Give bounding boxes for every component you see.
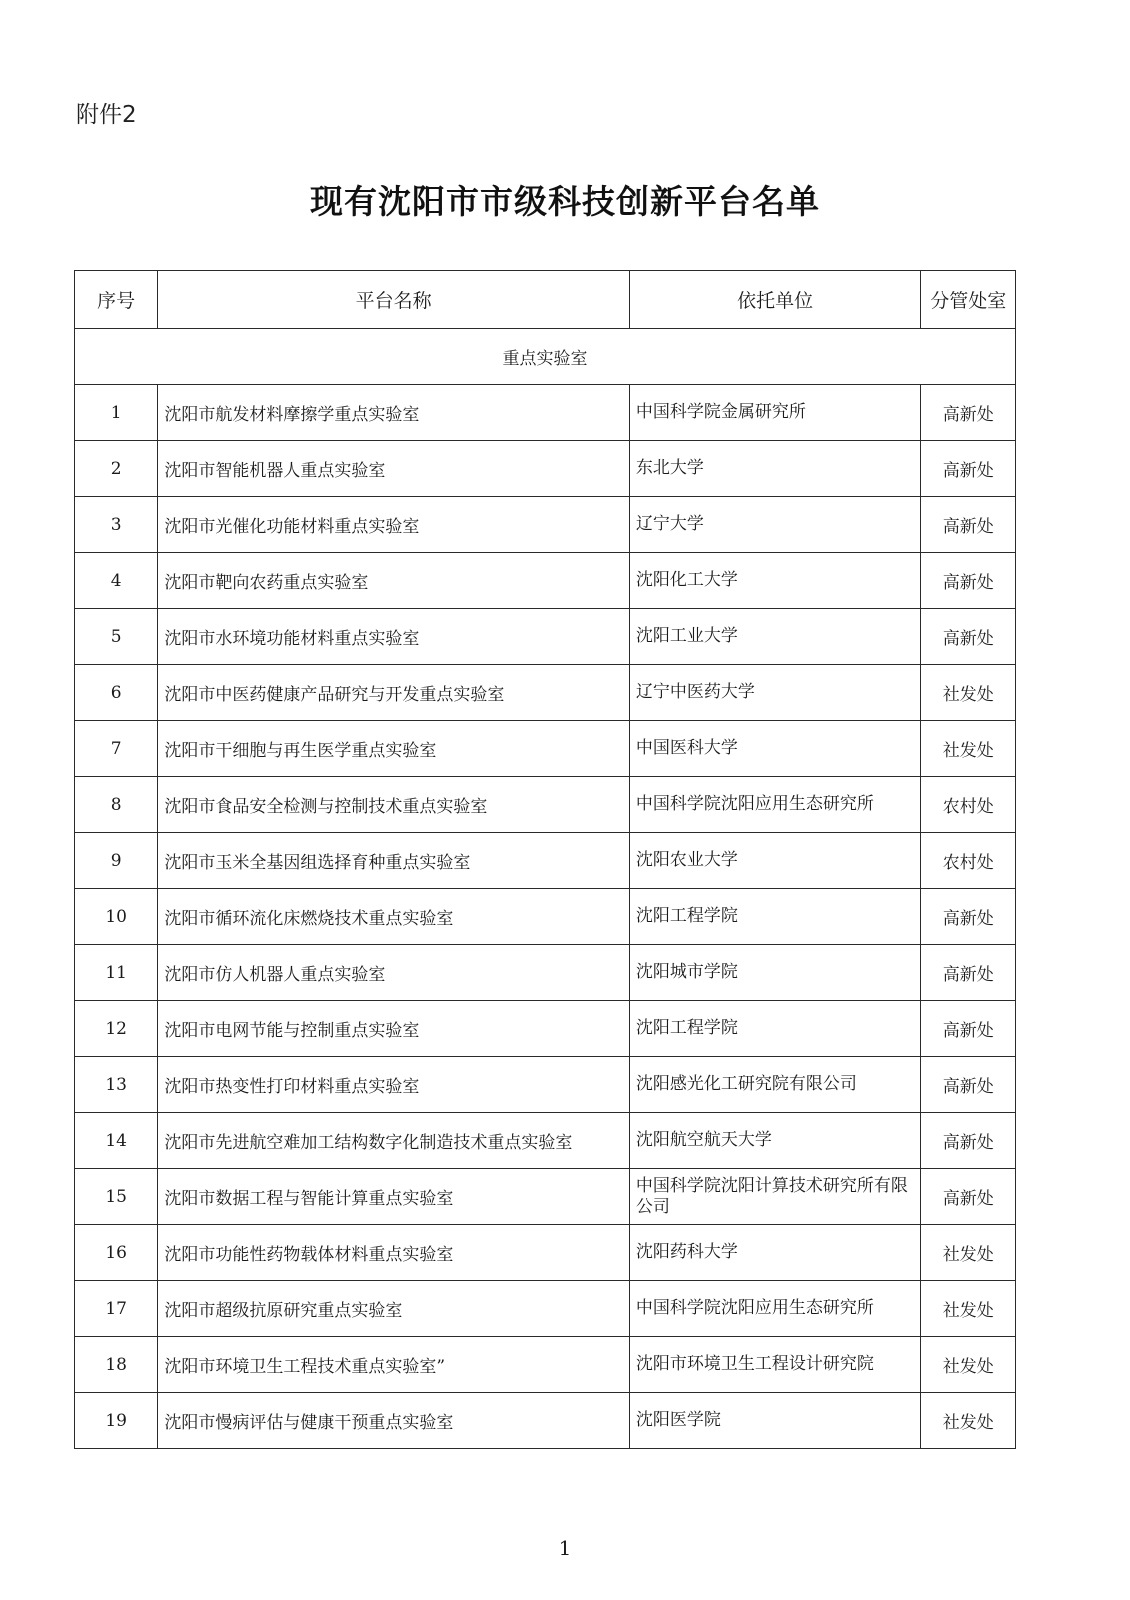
table-row (75, 889, 1016, 945)
row-number: 17 (75, 1281, 158, 1337)
row-number: 18 (75, 1337, 158, 1393)
table-row (75, 665, 1016, 721)
department: 高新处 (921, 1057, 1016, 1113)
row-number: 16 (75, 1225, 158, 1281)
platform-name: 沈阳市干细胞与再生医学重点实验室 (158, 721, 630, 777)
department: 高新处 (921, 553, 1016, 609)
table-body (75, 329, 1016, 1449)
table-row (75, 1169, 1016, 1225)
supporting-unit: 沈阳化工大学 (629, 553, 921, 609)
row-number: 15 (75, 1169, 158, 1225)
platform-name: 沈阳市食品安全检测与控制技术重点实验室 (158, 777, 630, 833)
table-row (75, 441, 1016, 497)
supporting-unit: 中国科学院沈阳应用生态研究所 (629, 1281, 921, 1337)
department: 高新处 (921, 945, 1016, 1001)
row-number: 8 (75, 777, 158, 833)
header-supporting-unit: 依托单位 (629, 271, 921, 329)
row-number: 7 (75, 721, 158, 777)
row-number: 2 (75, 441, 158, 497)
table-row (75, 1337, 1016, 1393)
department: 高新处 (921, 1001, 1016, 1057)
department: 社发处 (921, 1281, 1016, 1337)
platform-name: 沈阳市仿人机器人重点实验室 (158, 945, 630, 1001)
row-number: 19 (75, 1393, 158, 1449)
department: 社发处 (921, 721, 1016, 777)
department: 社发处 (921, 665, 1016, 721)
row-number: 5 (75, 609, 158, 665)
department: 高新处 (921, 441, 1016, 497)
supporting-unit: 东北大学 (629, 441, 921, 497)
row-number: 1 (75, 385, 158, 441)
row-number: 13 (75, 1057, 158, 1113)
supporting-unit: 沈阳工业大学 (629, 609, 921, 665)
supporting-unit: 中国医科大学 (629, 721, 921, 777)
table-row (75, 1281, 1016, 1337)
supporting-unit: 沈阳航空航天大学 (629, 1113, 921, 1169)
supporting-unit: 沈阳医学院 (629, 1393, 921, 1449)
row-number: 11 (75, 945, 158, 1001)
platform-name: 沈阳市慢病评估与健康干预重点实验室 (158, 1393, 630, 1449)
supporting-unit: 沈阳感光化工研究院有限公司 (629, 1057, 921, 1113)
platform-name: 沈阳市中医药健康产品研究与开发重点实验室 (158, 665, 630, 721)
department: 高新处 (921, 1113, 1016, 1169)
header-department: 分管处室 (921, 271, 1016, 329)
table-row (75, 1113, 1016, 1169)
table-row (75, 1001, 1016, 1057)
table-row (75, 609, 1016, 665)
table-row (75, 945, 1016, 1001)
table-row (75, 1225, 1016, 1281)
table-row (75, 1057, 1016, 1113)
platform-name: 沈阳市数据工程与智能计算重点实验室 (158, 1169, 630, 1225)
table-row (75, 385, 1016, 441)
department: 高新处 (921, 497, 1016, 553)
header-platform-name: 平台名称 (158, 271, 630, 329)
attachment-label: 附件2 (76, 102, 137, 128)
table-row (75, 497, 1016, 553)
platform-name: 沈阳市先进航空难加工结构数字化制造技术重点实验室 (158, 1113, 630, 1169)
supporting-unit: 中国科学院沈阳应用生态研究所 (629, 777, 921, 833)
supporting-unit: 沈阳城市学院 (629, 945, 921, 1001)
supporting-unit: 沈阳工程学院 (629, 889, 921, 945)
department: 高新处 (921, 1169, 1016, 1225)
department: 社发处 (921, 1393, 1016, 1449)
platform-name: 沈阳市功能性药物载体材料重点实验室 (158, 1225, 630, 1281)
supporting-unit: 沈阳农业大学 (629, 833, 921, 889)
table-row (75, 553, 1016, 609)
table-row (75, 721, 1016, 777)
platform-name: 沈阳市电网节能与控制重点实验室 (158, 1001, 630, 1057)
row-number: 6 (75, 665, 158, 721)
table-row (75, 1393, 1016, 1449)
row-number: 4 (75, 553, 158, 609)
department: 高新处 (921, 385, 1016, 441)
platform-name: 沈阳市环境卫生工程技术重点实验室” (158, 1337, 630, 1393)
table-row (75, 777, 1016, 833)
department: 高新处 (921, 609, 1016, 665)
platform-table (74, 270, 1016, 1449)
platform-name: 沈阳市循环流化床燃烧技术重点实验室 (158, 889, 630, 945)
platform-name: 沈阳市热变性打印材料重点实验室 (158, 1057, 630, 1113)
department: 社发处 (921, 1225, 1016, 1281)
department: 农村处 (921, 833, 1016, 889)
platform-name: 沈阳市靶向农药重点实验室 (158, 553, 630, 609)
department: 农村处 (921, 777, 1016, 833)
supporting-unit: 沈阳工程学院 (629, 1001, 921, 1057)
supporting-unit: 中国科学院金属研究所 (629, 385, 921, 441)
platform-name: 沈阳市水环境功能材料重点实验室 (158, 609, 630, 665)
platform-name: 沈阳市航发材料摩擦学重点实验室 (158, 385, 630, 441)
row-number: 9 (75, 833, 158, 889)
header-row (75, 271, 1016, 329)
department: 高新处 (921, 889, 1016, 945)
row-number: 10 (75, 889, 158, 945)
platform-name: 沈阳市智能机器人重点实验室 (158, 441, 630, 497)
supporting-unit: 沈阳市环境卫生工程设计研究院 (629, 1337, 921, 1393)
section-row (75, 329, 1016, 385)
supporting-unit: 辽宁大学 (629, 497, 921, 553)
platform-name: 沈阳市超级抗原研究重点实验室 (158, 1281, 630, 1337)
row-number: 3 (75, 497, 158, 553)
supporting-unit: 辽宁中医药大学 (629, 665, 921, 721)
document-title: 现有沈阳市市级科技创新平台名单 (310, 182, 820, 221)
page-number: 1 (558, 1536, 572, 1560)
section-title: 重点实验室 (75, 329, 1016, 385)
header-no: 序号 (75, 271, 158, 329)
supporting-unit: 沈阳药科大学 (629, 1225, 921, 1281)
table-row (75, 833, 1016, 889)
platform-name: 沈阳市玉米全基因组选择育种重点实验室 (158, 833, 630, 889)
platform-name: 沈阳市光催化功能材料重点实验室 (158, 497, 630, 553)
table-header (75, 271, 1016, 329)
row-number: 12 (75, 1001, 158, 1057)
supporting-unit: 中国科学院沈阳计算技术研究所有限公司 (629, 1169, 921, 1225)
row-number: 14 (75, 1113, 158, 1169)
department: 社发处 (921, 1337, 1016, 1393)
